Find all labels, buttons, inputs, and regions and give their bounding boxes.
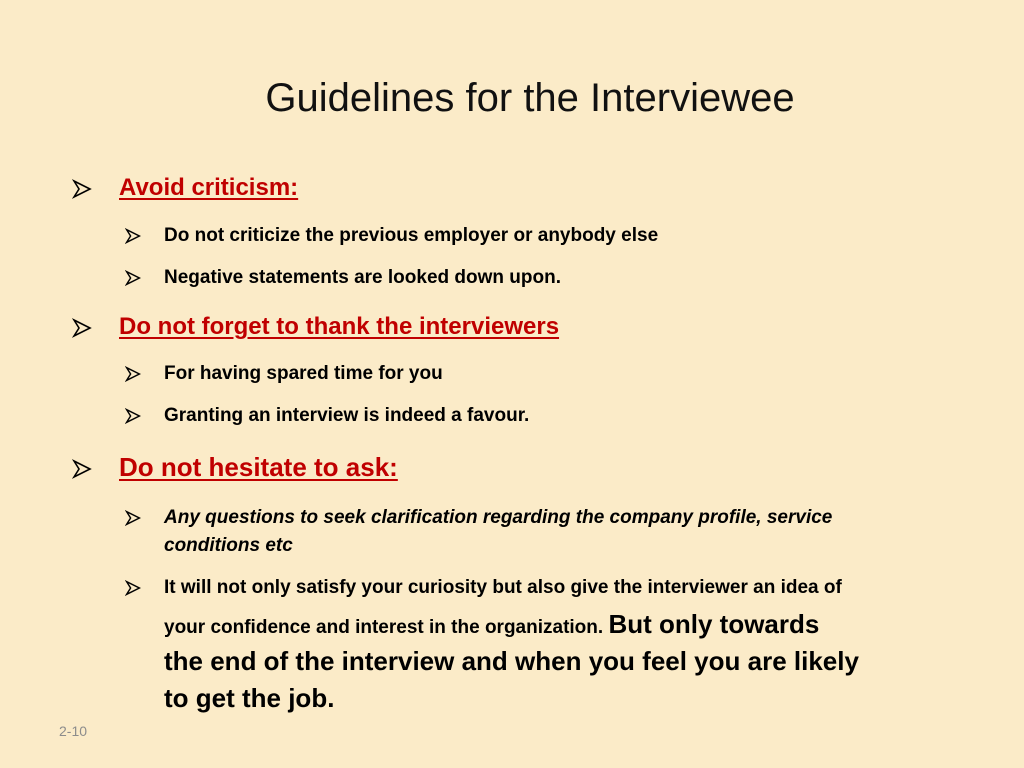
bullet-text: Granting an interview is indeed a favour. xyxy=(164,405,530,426)
bullet-text: Negative statements are looked down upon. xyxy=(164,267,561,288)
arrow-bullet-icon xyxy=(72,459,92,479)
arrow-bullet-icon xyxy=(125,228,141,244)
section-heading-avoid-criticism: Avoid criticism: xyxy=(119,174,299,201)
section-heading-ask: Do not hesitate to ask: xyxy=(119,452,398,482)
arrow-bullet-icon xyxy=(125,580,141,596)
slide-title: Guidelines for the Interviewee xyxy=(265,76,795,120)
bullet-line-part: your confidence and interest in the organization. xyxy=(164,617,604,638)
bullet-text xyxy=(164,504,984,560)
section-heading-thank-interviewers: Do not forget to thank the interviewers xyxy=(119,313,560,340)
emphasis-line: to get the job. xyxy=(164,683,335,713)
arrow-bullet-icon xyxy=(72,318,92,338)
arrow-bullet-icon xyxy=(72,179,92,199)
arrow-bullet-icon xyxy=(125,408,141,424)
bullet-text: For having spared time for you xyxy=(164,363,443,384)
slide-number: 2-10 xyxy=(59,723,88,739)
bullet-text xyxy=(164,574,984,717)
emphasis-text: But only towards xyxy=(608,609,820,639)
bullet-line xyxy=(164,606,984,643)
bullet-text: Do not criticize the previous employer or anybody else xyxy=(164,225,659,246)
emphasis-line: the end of the interview and when you feel you are likely xyxy=(164,646,859,676)
bullet-line: Any questions to seek clarification regarding the company profile, service xyxy=(164,507,833,528)
bullet-line: It will not only satisfy your curiosity but also give the interviewer an idea of xyxy=(164,577,842,598)
arrow-bullet-icon xyxy=(125,366,141,382)
arrow-bullet-icon xyxy=(125,510,141,526)
arrow-bullet-icon xyxy=(125,270,141,286)
bullet-line: conditions etc xyxy=(164,535,293,556)
